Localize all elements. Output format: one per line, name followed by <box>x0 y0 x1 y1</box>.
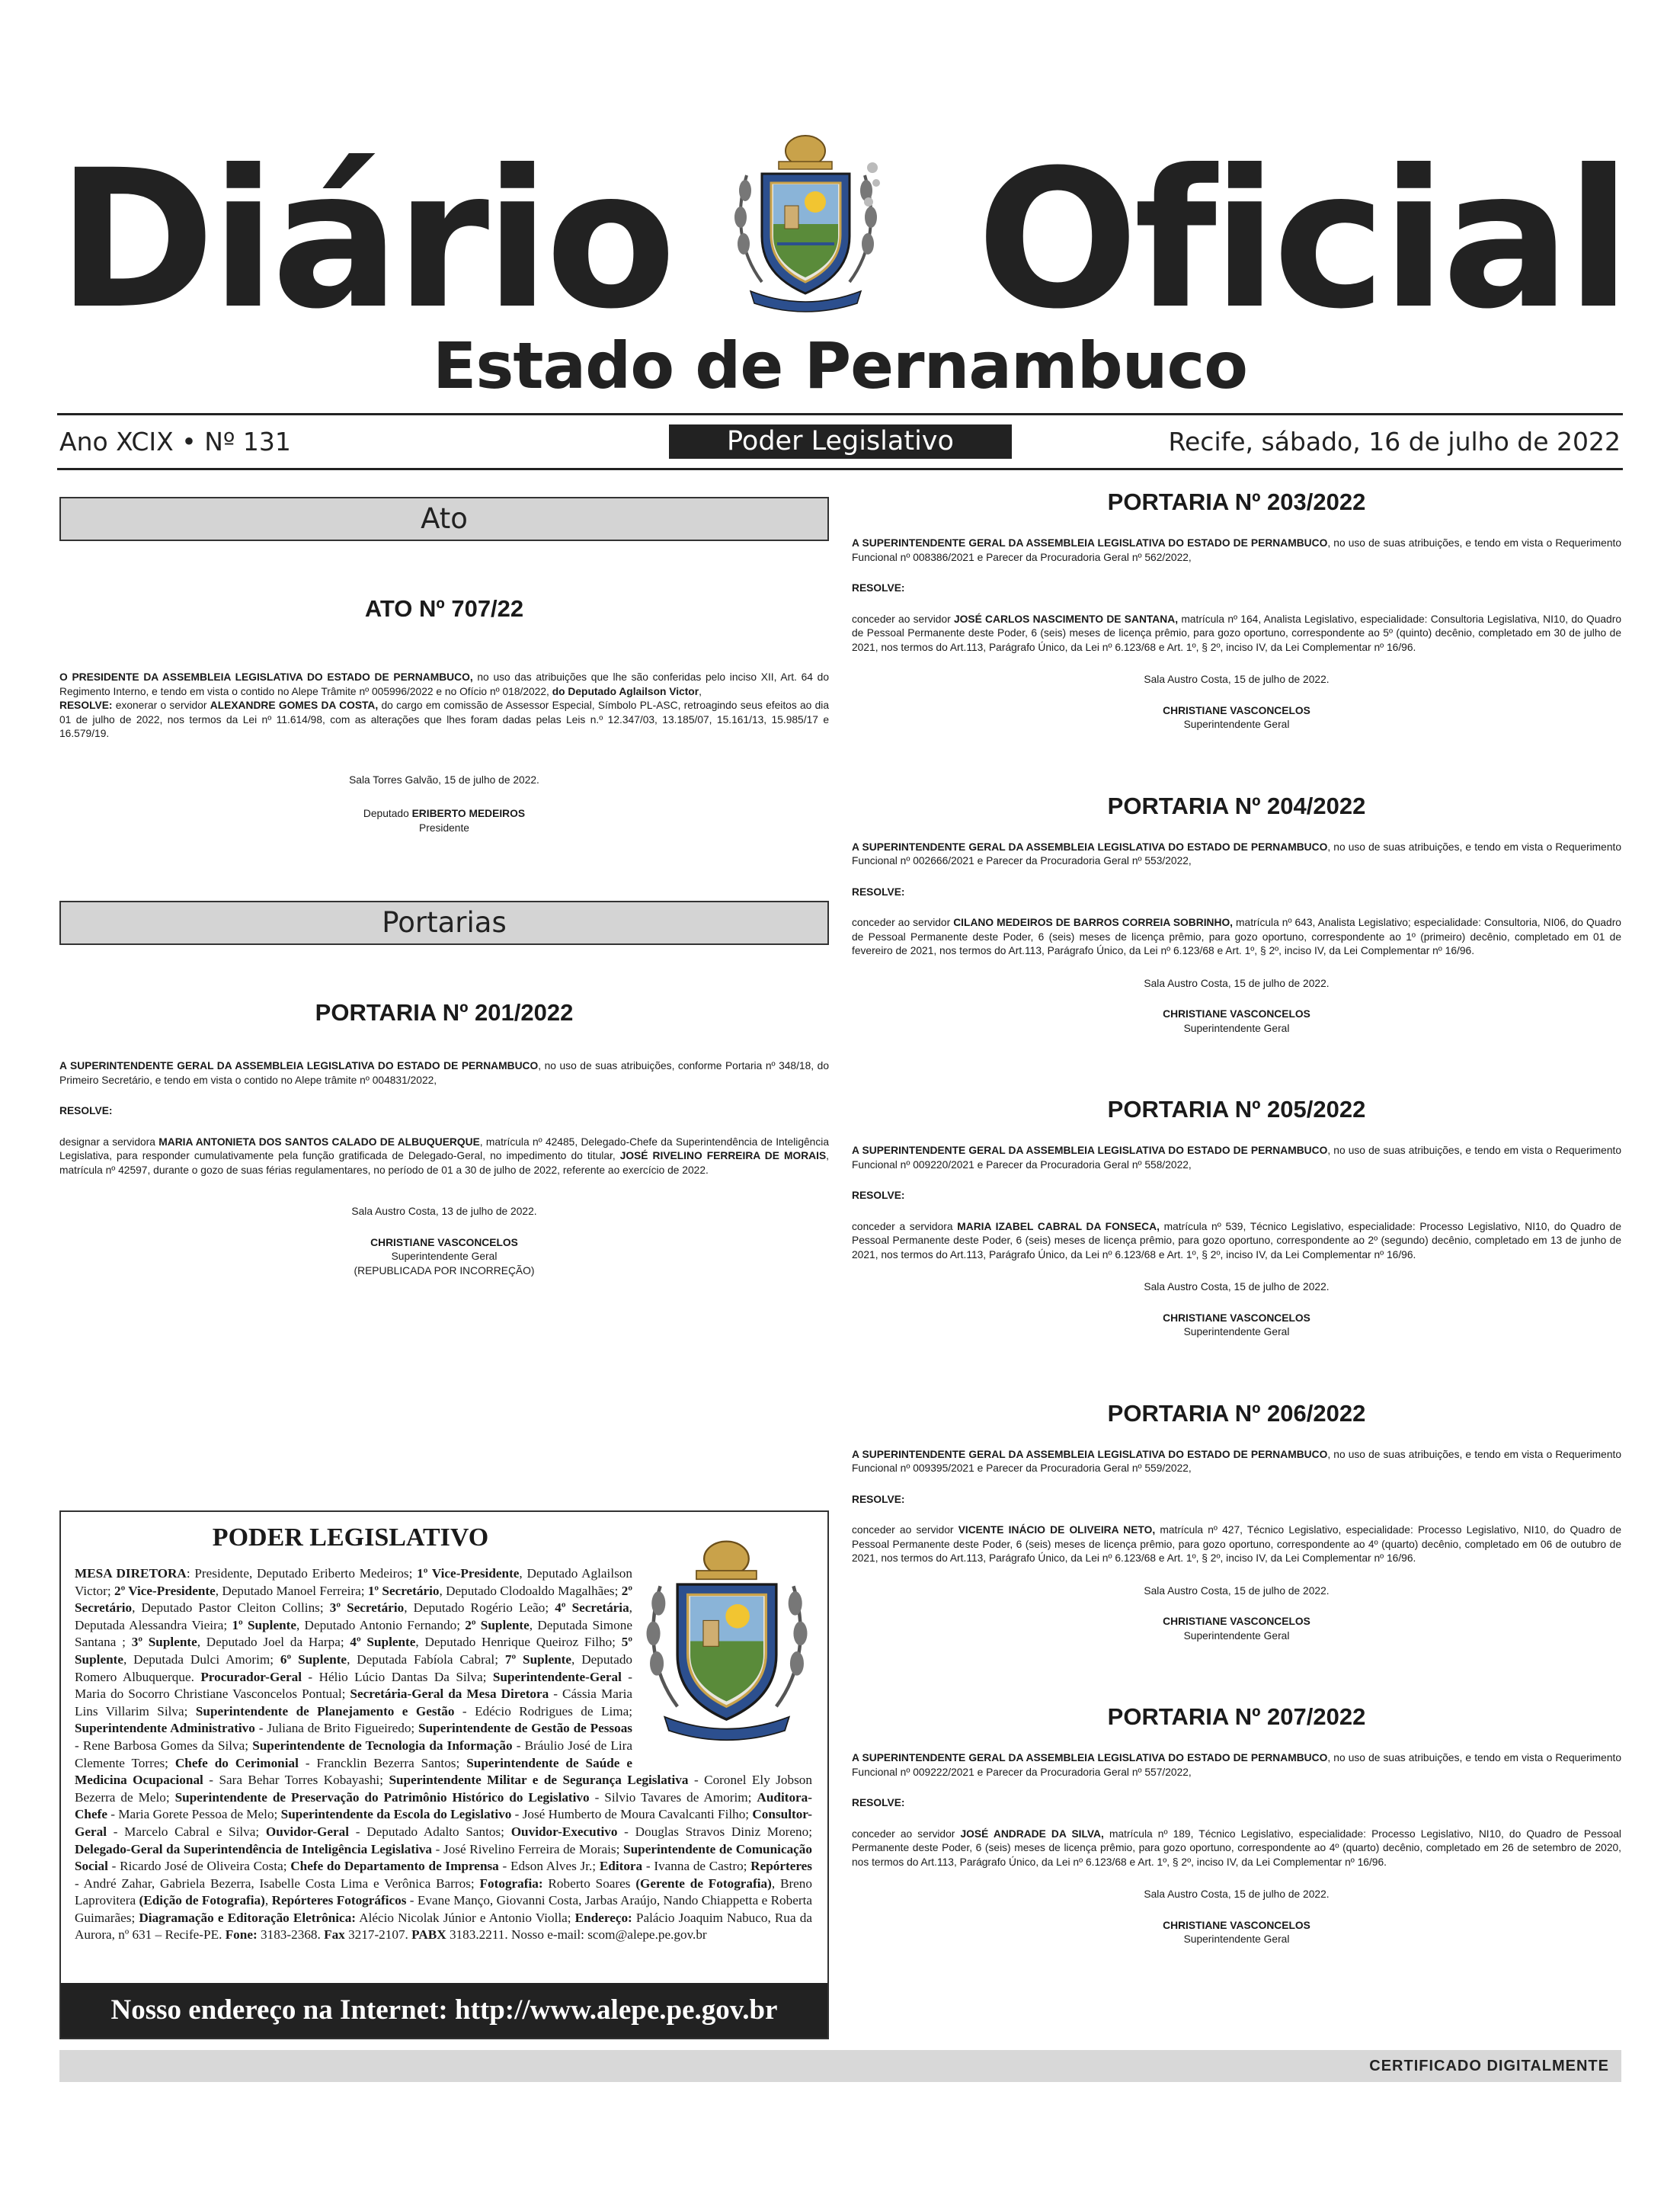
staff-name: - Francklin Bezerra Santos; <box>298 1755 467 1770</box>
portaria-201-signature-role: Superintendente Geral <box>391 1251 498 1262</box>
staff-role: 7º Suplente <box>504 1651 572 1667</box>
staff-role: 5º Suplente <box>75 1635 633 1667</box>
staff-name: - Ricardo José de Oliveira Costa; <box>107 1859 291 1874</box>
staff-role: Superintendente de Preservação do Patrimônio Histórico do Legislativo <box>174 1789 590 1805</box>
publication-date: Recife, sábado, 16 de julho de 2022 <box>1168 427 1621 456</box>
staff-role: Secretária-Geral da Mesa Diretora <box>350 1686 549 1702</box>
staff-role: PABX <box>411 1927 446 1943</box>
staff-name: , <box>264 1893 272 1908</box>
staff-name: , Deputado Antonio Fernando; <box>296 1617 466 1632</box>
staff-role: Fotografia: <box>479 1875 543 1891</box>
ato-paragraph-1: O PRESIDENTE DA ASSEMBLEIA LEGISLATIVA DO ESTADO DE PERNAMBUCO, no uso das atribuições que lhe são conferidas pelo inciso XII, Art. 64 do Regimento Interno, e tendo em vista o contido no Alepe Trâmite nº 005996/2022 e no Ofício nº 018/2022, do Deputado Aglailson Victor, <box>59 671 829 697</box>
staff-name: , Deputado Clodoaldo Magalhães; <box>439 1583 622 1598</box>
staff-role: Procurador-Geral <box>200 1669 302 1684</box>
staff-name: - Marcelo Cabral e Silva; <box>107 1824 266 1839</box>
staff-role: Delegado-Geral da Superintendência de Inteligência Legislativa <box>75 1841 433 1856</box>
legislativo-title: PODER LEGISLATIVO <box>212 1523 489 1552</box>
staff-role: (Gerente de Fotografia) <box>635 1875 772 1891</box>
portaria-title: PORTARIA Nº 206/2022 <box>1107 1399 1366 1427</box>
section-ato: Ato <box>59 497 829 541</box>
staff-name: Alécio Nicolak Júnior e Antonio Violla; <box>356 1910 575 1925</box>
staff-name: , Deputada Dulci Amorim; <box>123 1651 280 1667</box>
legislativo-staff-text <box>75 1565 812 1944</box>
staff-role: Superintendente-Geral <box>492 1669 622 1684</box>
staff-name: , Deputado Aglailson Victor; <box>75 1566 632 1598</box>
certificate-bar <box>59 2050 1621 2082</box>
staff-role: Auditora-Chefe <box>75 1789 812 1822</box>
portaria-signature: CHRISTIANE VASCONCELOS <box>1163 1616 1310 1627</box>
ato-paragraph-2: RESOLVE: exonerar o servidor ALEXANDRE GOMES DA COSTA, do cargo em comissão de Assessor Especial, Símbolo PL-ASC, retroagindo seus efeitos ao dia 01 de julho de 2022, nos termos da Lei nº 11.614/98, com as alterações que lhes foram dadas pelas Leis n.º 12.347/03, 13.185/07, 15.161/13, 15.985/17 e 16.579/19. <box>59 700 830 739</box>
portaria <box>852 792 1621 1036</box>
staff-name: - Edson Alves Jr.; <box>498 1859 600 1874</box>
portaria-signature-role: Superintendente Geral <box>1183 1933 1290 1945</box>
staff-name: , Deputado Romero Albuquerque. <box>75 1651 633 1684</box>
portaria-body: conceder ao servidor VICENTE INÁCIO DE OLIVEIRA NETO, matrícula nº 427, Técnico Legislativo, especialidade: Processo Legislativo, NI10, do Quadro de Pessoal Permanente deste Poder, 6 (seis) meses de licença prêmio, para gozo oportuno, correspondente ao 4º (quarto) decênio, completado em 06 de outubro de 2021, nos termos do Art.113, Parágrafo Único, da Lei nº 6.123/68 e Art. 1º, § 2º, inciso IV, da Lei Complementar nº 16/96. <box>852 1524 1621 1564</box>
staff-role: Fone: <box>225 1927 258 1943</box>
staff-role: Editora <box>599 1859 643 1874</box>
staff-role: Superintendente Administrativo <box>75 1721 255 1736</box>
portaria-resolve: RESOLVE: <box>852 886 905 898</box>
masthead-subtitle: Estado de Pernambuco <box>432 328 1248 403</box>
staff-name: 3217-2107. <box>344 1927 412 1943</box>
staff-name: - Rene Barbosa Gomes da Silva; <box>75 1738 253 1753</box>
staff-name: - Juliana de Brito Figueiredo; <box>254 1721 419 1736</box>
portaria-place-date: Sala Austro Costa, 15 de julho de 2022. <box>1144 674 1330 685</box>
staff-role: Repórteres Fotográficos <box>271 1893 407 1908</box>
portaria-signature-role: Superintendente Geral <box>1183 1629 1290 1642</box>
portaria-signature: CHRISTIANE VASCONCELOS <box>1163 1312 1310 1324</box>
staff-name: - José Rivelino Ferreira de Morais; <box>432 1841 624 1856</box>
portaria-201-title: PORTARIA Nº 201/2022 <box>315 999 574 1026</box>
staff-role: Superintendente de Saúde e Medicina Ocupacional <box>75 1755 632 1788</box>
staff-name: - Cássia Maria Lins Villarim Silva; <box>75 1686 632 1719</box>
portaria-body: conceder ao servidor JOSÉ CARLOS NASCIMENTO DE SANTANA, matrícula nº 164, Analista Legislativo, especialidade: Consultoria Legislativa, NI10, do Quadro de Pessoal Permanente deste Poder, 6 (seis) meses de licença prêmio, para gozo oportuno, correspondente ao 5º (quinto) decênio, completado em 30 de julho de 2021, nos termos do Art.113, Parágrafo Único, da Lei nº 6.123/68 e Art. 1º, § 2º, inciso IV, da Lei Complementar nº 16/96. <box>852 613 1621 653</box>
staff-role: Ouvidor-Executivo <box>510 1824 618 1839</box>
portaria-intro: A SUPERINTENDENTE GERAL DA ASSEMBLEIA LEGISLATIVA DO ESTADO DE PERNAMBUCO, no uso de suas atribuições, e tendo em vista o Requerimento Funcional nº 009220/2021 e Parecer da Procuradoria Geral nº 558/2022, <box>852 1145 1622 1171</box>
portaria-signature: CHRISTIANE VASCONCELOS <box>1163 704 1310 716</box>
staff-name: - José Humberto de Moura Cavalcanti Filho; <box>511 1807 753 1822</box>
staff-name: - Coronel Ely Jobson Bezerra de Melo; <box>75 1773 812 1805</box>
staff-name: 3183-2368. <box>257 1927 325 1943</box>
portaria-intro: A SUPERINTENDENTE GERAL DA ASSEMBLEIA LEGISLATIVA DO ESTADO DE PERNAMBUCO, no uso de suas atribuições, e tendo em vista o Requerimento Funcional nº 009222/2021 e Parecer da Procuradoria Geral nº 557/2022, <box>852 1752 1622 1778</box>
staff-role: Superintendente Militar e de Segurança Legislativa <box>389 1773 689 1788</box>
staff-role: 4º Suplente <box>350 1635 416 1650</box>
staff-name: , Deputado Henrique Queiroz Filho; <box>415 1635 622 1650</box>
staff-role: 2º Secretário <box>75 1583 632 1616</box>
masthead-title-left: Diário <box>57 129 672 351</box>
staff-role: 1º Suplente <box>232 1617 296 1632</box>
portaria-201-intro: A SUPERINTENDENTE GERAL DA ASSEMBLEIA LEGISLATIVA DO ESTADO DE PERNAMBUCO, no uso de suas atribuições, conforme Portaria nº 348/18, do Primeiro Secretário, e tendo em vista o contido no Alepe trâmite nº 004831/2022, <box>59 1060 829 1086</box>
staff-name: - Douglas Stravos Diniz Moreno; <box>617 1824 812 1839</box>
staff-role: 2º Suplente <box>465 1617 530 1632</box>
portaria-title: PORTARIA Nº 207/2022 <box>1107 1703 1366 1730</box>
portaria-intro: A SUPERINTENDENTE GERAL DA ASSEMBLEIA LEGISLATIVA DO ESTADO DE PERNAMBUCO, no uso de suas atribuições, e tendo em vista o Requerimento Funcional nº 009395/2021 e Parecer da Procuradoria Geral nº 559/2022, <box>852 1448 1622 1474</box>
portaria <box>852 1399 1621 1644</box>
ato-signature: Deputado ERIBERTO MEDEIROS <box>363 808 526 819</box>
staff-role: Chefe do Departamento de Imprensa <box>290 1859 499 1874</box>
staff-name: Palácio Joaquim Nabuco, Rua da Aurora, nº 631 – Recife-PE. <box>75 1910 812 1943</box>
staff-role: Superintendente de Comunicação Social <box>75 1841 812 1874</box>
staff-name: - Sara Behar Torres Kobayashi; <box>203 1773 389 1788</box>
staff-name: , Deputado Pastor Cleiton Collins; <box>132 1600 330 1616</box>
staff-role: 2º Vice-Presidente <box>114 1583 216 1598</box>
staff-role: Fax <box>324 1927 345 1943</box>
staff-role: Superintendente da Escola do Legislativo <box>280 1807 512 1822</box>
staff-role: 1º Vice-Presidente <box>417 1566 520 1581</box>
staff-name: , Deputada Simone Santana ; <box>75 1617 632 1650</box>
portaria-title: PORTARIA Nº 204/2022 <box>1107 792 1366 819</box>
staff-role: Superintendente de Planejamento e Gestão <box>195 1703 455 1719</box>
section-portarias: Portarias <box>59 901 829 945</box>
left-column <box>59 488 829 1486</box>
power-label: Poder Legislativo <box>669 424 1012 459</box>
staff-role: 4º Secretária <box>555 1600 629 1616</box>
ato-place-date: Sala Torres Galvão, 15 de julho de 2022. <box>349 774 539 786</box>
staff-name: , Deputado Joel da Harpa; <box>197 1635 350 1650</box>
staff-name: - André Zahar, Gabriela Bezerra, Isabelle Costa Lima e Verônica Barros; <box>75 1875 480 1891</box>
staff-role: 1º Secretário <box>367 1583 440 1598</box>
staff-name: , Deputada Fabíola Cabral; <box>347 1651 505 1667</box>
staff-role: Diagramação e Editoração Eletrônica: <box>139 1910 357 1925</box>
portaria-resolve: RESOLVE: <box>852 1190 905 1201</box>
right-column <box>852 488 1621 2039</box>
staff-name: , Deputada Alessandra Vieira; <box>75 1600 632 1632</box>
portaria-intro: A SUPERINTENDENTE GERAL DA ASSEMBLEIA LEGISLATIVA DO ESTADO DE PERNAMBUCO, no uso de suas atribuições, e tendo em vista o Requerimento Funcional nº 008386/2021 e Parecer da Procuradoria Geral nº 562/2022, <box>852 537 1622 563</box>
portaria-signature-role: Superintendente Geral <box>1183 1022 1290 1034</box>
portaria-signature: CHRISTIANE VASCONCELOS <box>1163 1008 1310 1020</box>
portaria-201-resolve: RESOLVE: <box>59 1105 113 1116</box>
staff-role: Superintendente de Gestão de Pessoas <box>418 1721 632 1736</box>
portaria-signature-role: Superintendente Geral <box>1183 719 1290 730</box>
portaria <box>852 1095 1621 1340</box>
staff-role: 3º Suplente <box>131 1635 197 1650</box>
portaria-201-place-date: Sala Austro Costa, 13 de julho de 2022. <box>351 1206 537 1217</box>
masthead-rule-top <box>57 413 1623 415</box>
portaria-signature-role: Superintendente Geral <box>1183 1326 1290 1337</box>
portaria-resolve: RESOLVE: <box>852 582 905 594</box>
legislativo-box <box>59 1510 829 2039</box>
staff-role: Repórteres <box>750 1859 812 1874</box>
staff-name: 3183.2211. Nosso e-mail: scom@alepe.pe.gov.br <box>446 1927 707 1943</box>
staff-name: - Evane Manço, Giovanni Costa, Jarbas Araújo, Nando Chiappetta e Roberta Guimarães; <box>75 1893 812 1925</box>
pernambuco-coat-of-arms-icon <box>731 130 880 312</box>
masthead-title-right: Oficial <box>976 129 1627 351</box>
staff-name: - Maria do Socorro Christiane Vasconcelos Pontual; <box>75 1669 633 1702</box>
masthead-rule-bottom <box>57 468 1623 470</box>
staff-name: , Deputado Rogério Leão; <box>404 1600 555 1616</box>
portaria-201-signature: CHRISTIANE VASCONCELOS <box>370 1236 518 1248</box>
staff-name: - Bráulio José de Lira Clemente Torres; <box>75 1738 632 1770</box>
ato-signature-role: Presidente <box>419 822 469 834</box>
staff-role: Endereço: <box>574 1910 632 1925</box>
staff-role: Superintendente de Tecnologia da Informação <box>252 1738 513 1753</box>
portaria-intro: A SUPERINTENDENTE GERAL DA ASSEMBLEIA LEGISLATIVA DO ESTADO DE PERNAMBUCO, no uso de suas atribuições, e tendo em vista o Requerimento Funcional nº 002666/2021 e Parecer da Procuradoria Geral nº 553/2022, <box>852 841 1622 866</box>
portaria-title: PORTARIA Nº 205/2022 <box>1107 1096 1366 1123</box>
certificate-label: CERTIFICADO DIGITALMENTE <box>1369 2058 1609 2074</box>
portaria-resolve: RESOLVE: <box>852 1493 905 1505</box>
staff-name: - Ivanna de Castro; <box>642 1859 751 1874</box>
portaria-place-date: Sala Austro Costa, 15 de julho de 2022. <box>1144 1888 1330 1900</box>
portaria-201-body: designar a servidora MARIA ANTONIETA DOS SANTOS CALADO DE ALBUQUERQUE, matrícula nº 42485, Delegado-Chefe da Superintendência de Inteligência Legislativa, para responder cumulativamente pela função gratificada de Delegado-Geral, no impedimento do titular, JOSÉ RIVELINO FERREIRA DE MORAIS, matrícula nº 42597, durante o gozo de suas férias regulamentares, no período de 01 a 30 de julho de 2022, referente ao exercício de 2022. <box>59 1136 829 1176</box>
staff-role: (Edição de Fotografia) <box>139 1893 265 1908</box>
staff-name: - Maria Gorete Pessoa de Melo; <box>107 1807 281 1822</box>
staff-role: Ouvidor-Geral <box>265 1824 350 1839</box>
staff-name: - Hélio Lúcio Dantas Da Silva; <box>302 1669 493 1684</box>
portaria-body: conceder ao servidor JOSÉ ANDRADE DA SILVA, matrícula nº 189, Técnico Legislativo, especialidade: Processo Legislativo, NI10, do Quadro de Pessoal Permanente deste Poder, 6 (seis) meses de licença prêmio, para gozo oportuno, correspondente ao 4º (quarto) decênio, completado em 26 de setembro de 2020, nos termos do Art.113, Parágrafo Único, da Lei nº 6.123/68 e Art. 1º, § 2º, inciso IV, da Lei Complementar nº 16/96. <box>852 1827 1621 1868</box>
portaria-place-date: Sala Austro Costa, 15 de julho de 2022. <box>1144 1584 1330 1597</box>
portaria-body: conceder ao servidor CILANO MEDEIROS DE BARROS CORREIA SOBRINHO, matrícula nº 643, Analista Legislativo; especialidade: Consultoria, NI06, do Quadro de Pessoal Permanente deste Poder, 6 (seis) meses de licença prêmio, para gozo oportuno, correspondente ao 1º (primeiro) decênio, completado em 01 de fevereiro de 2021, nos termos do Art.113, Parágrafo Único, da Lei nº 6.123/68 e Art. 1º, § 2º, inciso IV, da Lei Complementar nº 16/96. <box>852 917 1621 956</box>
staff-role: 3º Secretário <box>329 1600 405 1616</box>
staff-name: - Deputado Adalto Santos; <box>349 1824 511 1839</box>
staff-name: - Edécio Rodrigues de Lima; <box>454 1703 633 1719</box>
staff-name: , Deputado Manoel Ferreira; <box>215 1583 368 1598</box>
portaria <box>852 488 1621 732</box>
portaria-place-date: Sala Austro Costa, 15 de julho de 2022. <box>1144 977 1330 989</box>
portaria <box>852 1703 1621 1947</box>
staff-name: - Silvio Tavares de Amorim; <box>589 1789 757 1805</box>
staff-role: Consultor-Geral <box>75 1807 813 1839</box>
staff-role: Chefe do Cerimonial <box>174 1755 299 1770</box>
portaria-resolve: RESOLVE: <box>852 1797 905 1808</box>
portaria-body: conceder a servidora MARIA IZABEL CABRAL DA FONSECA, matrícula nº 539, Técnico Legislativo, especialidade: Processo Legislativo, NI10, do Quadro de Pessoal Permanente deste Poder, 6 (seis) meses de licença prêmio, para gozo oportuno, correspondente ao 2º (segundo) decênio, completado em 13 de junho de 2021, nos termos do Art.113, Parágrafo Único, da Lei nº 6.123/68 e Art. 1º, § 2º, inciso IV, da Lei Complementar nº 16/96. <box>852 1220 1621 1260</box>
ato-title: ATO Nº 707/22 <box>364 595 524 622</box>
edition-number: Ano XCIX • Nº 131 <box>59 427 291 456</box>
staff-name: : Presidente, Deputado Eriberto Medeiros; <box>186 1566 418 1581</box>
portaria-place-date: Sala Austro Costa, 15 de julho de 2022. <box>1144 1281 1330 1292</box>
portaria-signature: CHRISTIANE VASCONCELOS <box>1163 1919 1310 1931</box>
staff-role: MESA DIRETORA <box>75 1566 187 1581</box>
portaria-201-note: (REPUBLICADA POR INCORREÇÃO) <box>354 1264 535 1276</box>
legislativo-website: Nosso endereço na Internet: http://www.alepe.pe.gov.br <box>61 1983 827 2038</box>
staff-name: , Breno Laprovitera <box>75 1875 812 1908</box>
staff-name: Roberto Soares <box>542 1875 636 1891</box>
staff-role: 6º Suplente <box>280 1651 347 1667</box>
portaria-title: PORTARIA Nº 203/2022 <box>1107 488 1366 515</box>
